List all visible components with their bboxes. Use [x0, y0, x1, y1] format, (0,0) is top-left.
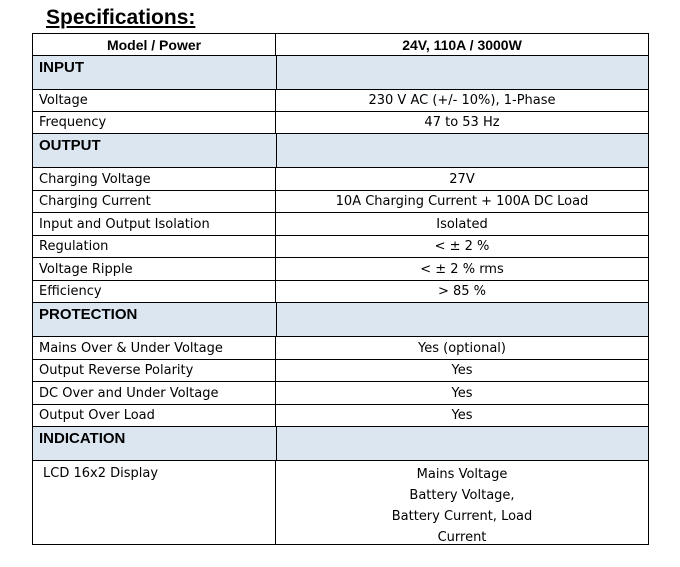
section-input	[33, 56, 648, 90]
table-row	[33, 90, 648, 112]
row-label: LCD 16x2 Display	[33, 461, 276, 544]
row-value: 47 to 53 Hz	[424, 115, 500, 130]
row-label: Frequency	[33, 112, 276, 133]
row-value: < ± 2 %	[434, 239, 490, 254]
section-title: INPUT	[39, 59, 84, 76]
section-output	[33, 134, 648, 168]
indication-line: Mains Voltage	[416, 467, 508, 482]
section-indication	[33, 427, 648, 461]
table-row	[33, 461, 648, 544]
table-row	[33, 281, 648, 303]
table-row	[33, 382, 648, 405]
row-label: Input and Output Isolation	[33, 213, 276, 235]
row-value	[276, 461, 648, 544]
row-label: Charging Current	[33, 191, 276, 212]
row-value: 230 V AC (+/- 10%), 1-Phase	[368, 93, 556, 108]
row-value: Yes	[451, 408, 473, 423]
row-value: > 85 %	[437, 284, 487, 299]
specifications-table	[32, 33, 649, 545]
table-row	[33, 213, 648, 236]
row-label: Output Reverse Polarity	[33, 360, 276, 381]
indication-line: Battery Current, Load	[391, 509, 533, 524]
row-value: Yes	[451, 363, 473, 378]
row-label: Output Over Load	[33, 405, 276, 426]
section-title: OUTPUT	[39, 137, 101, 154]
indication-line: Current	[437, 530, 487, 545]
header-value: 24V, 110A / 3000W	[402, 36, 522, 53]
table-row	[33, 360, 648, 382]
table-row	[33, 337, 648, 360]
header-label: Model / Power	[33, 34, 276, 55]
row-value: Yes	[451, 385, 473, 401]
row-label: Voltage	[33, 90, 276, 111]
row-value: Isolated	[436, 216, 488, 232]
page-title: Specifications:	[46, 6, 196, 29]
row-value: Yes (optional)	[418, 340, 506, 356]
row-value: 10A Charging Current + 100A DC Load	[335, 194, 589, 209]
row-label: Regulation	[33, 236, 276, 257]
row-label: DC Over and Under Voltage	[33, 382, 276, 404]
row-label: Mains Over & Under Voltage	[33, 337, 276, 359]
table-row	[33, 236, 648, 258]
row-label: Voltage Ripple	[33, 258, 276, 280]
section-protection	[33, 303, 648, 337]
row-label: Efficiency	[33, 281, 276, 302]
table-row	[33, 258, 648, 281]
section-title: INDICATION	[39, 430, 126, 447]
row-value: < ± 2 % rms	[420, 261, 504, 277]
table-row	[33, 191, 648, 213]
row-label: Charging Voltage	[33, 168, 276, 190]
table-row	[33, 168, 648, 191]
row-value: 27V	[449, 171, 475, 187]
table-row	[33, 405, 648, 427]
table-row	[33, 112, 648, 134]
table-header-row	[33, 34, 648, 56]
indication-line: Battery Voltage,	[409, 488, 515, 503]
section-title: PROTECTION	[39, 306, 138, 323]
